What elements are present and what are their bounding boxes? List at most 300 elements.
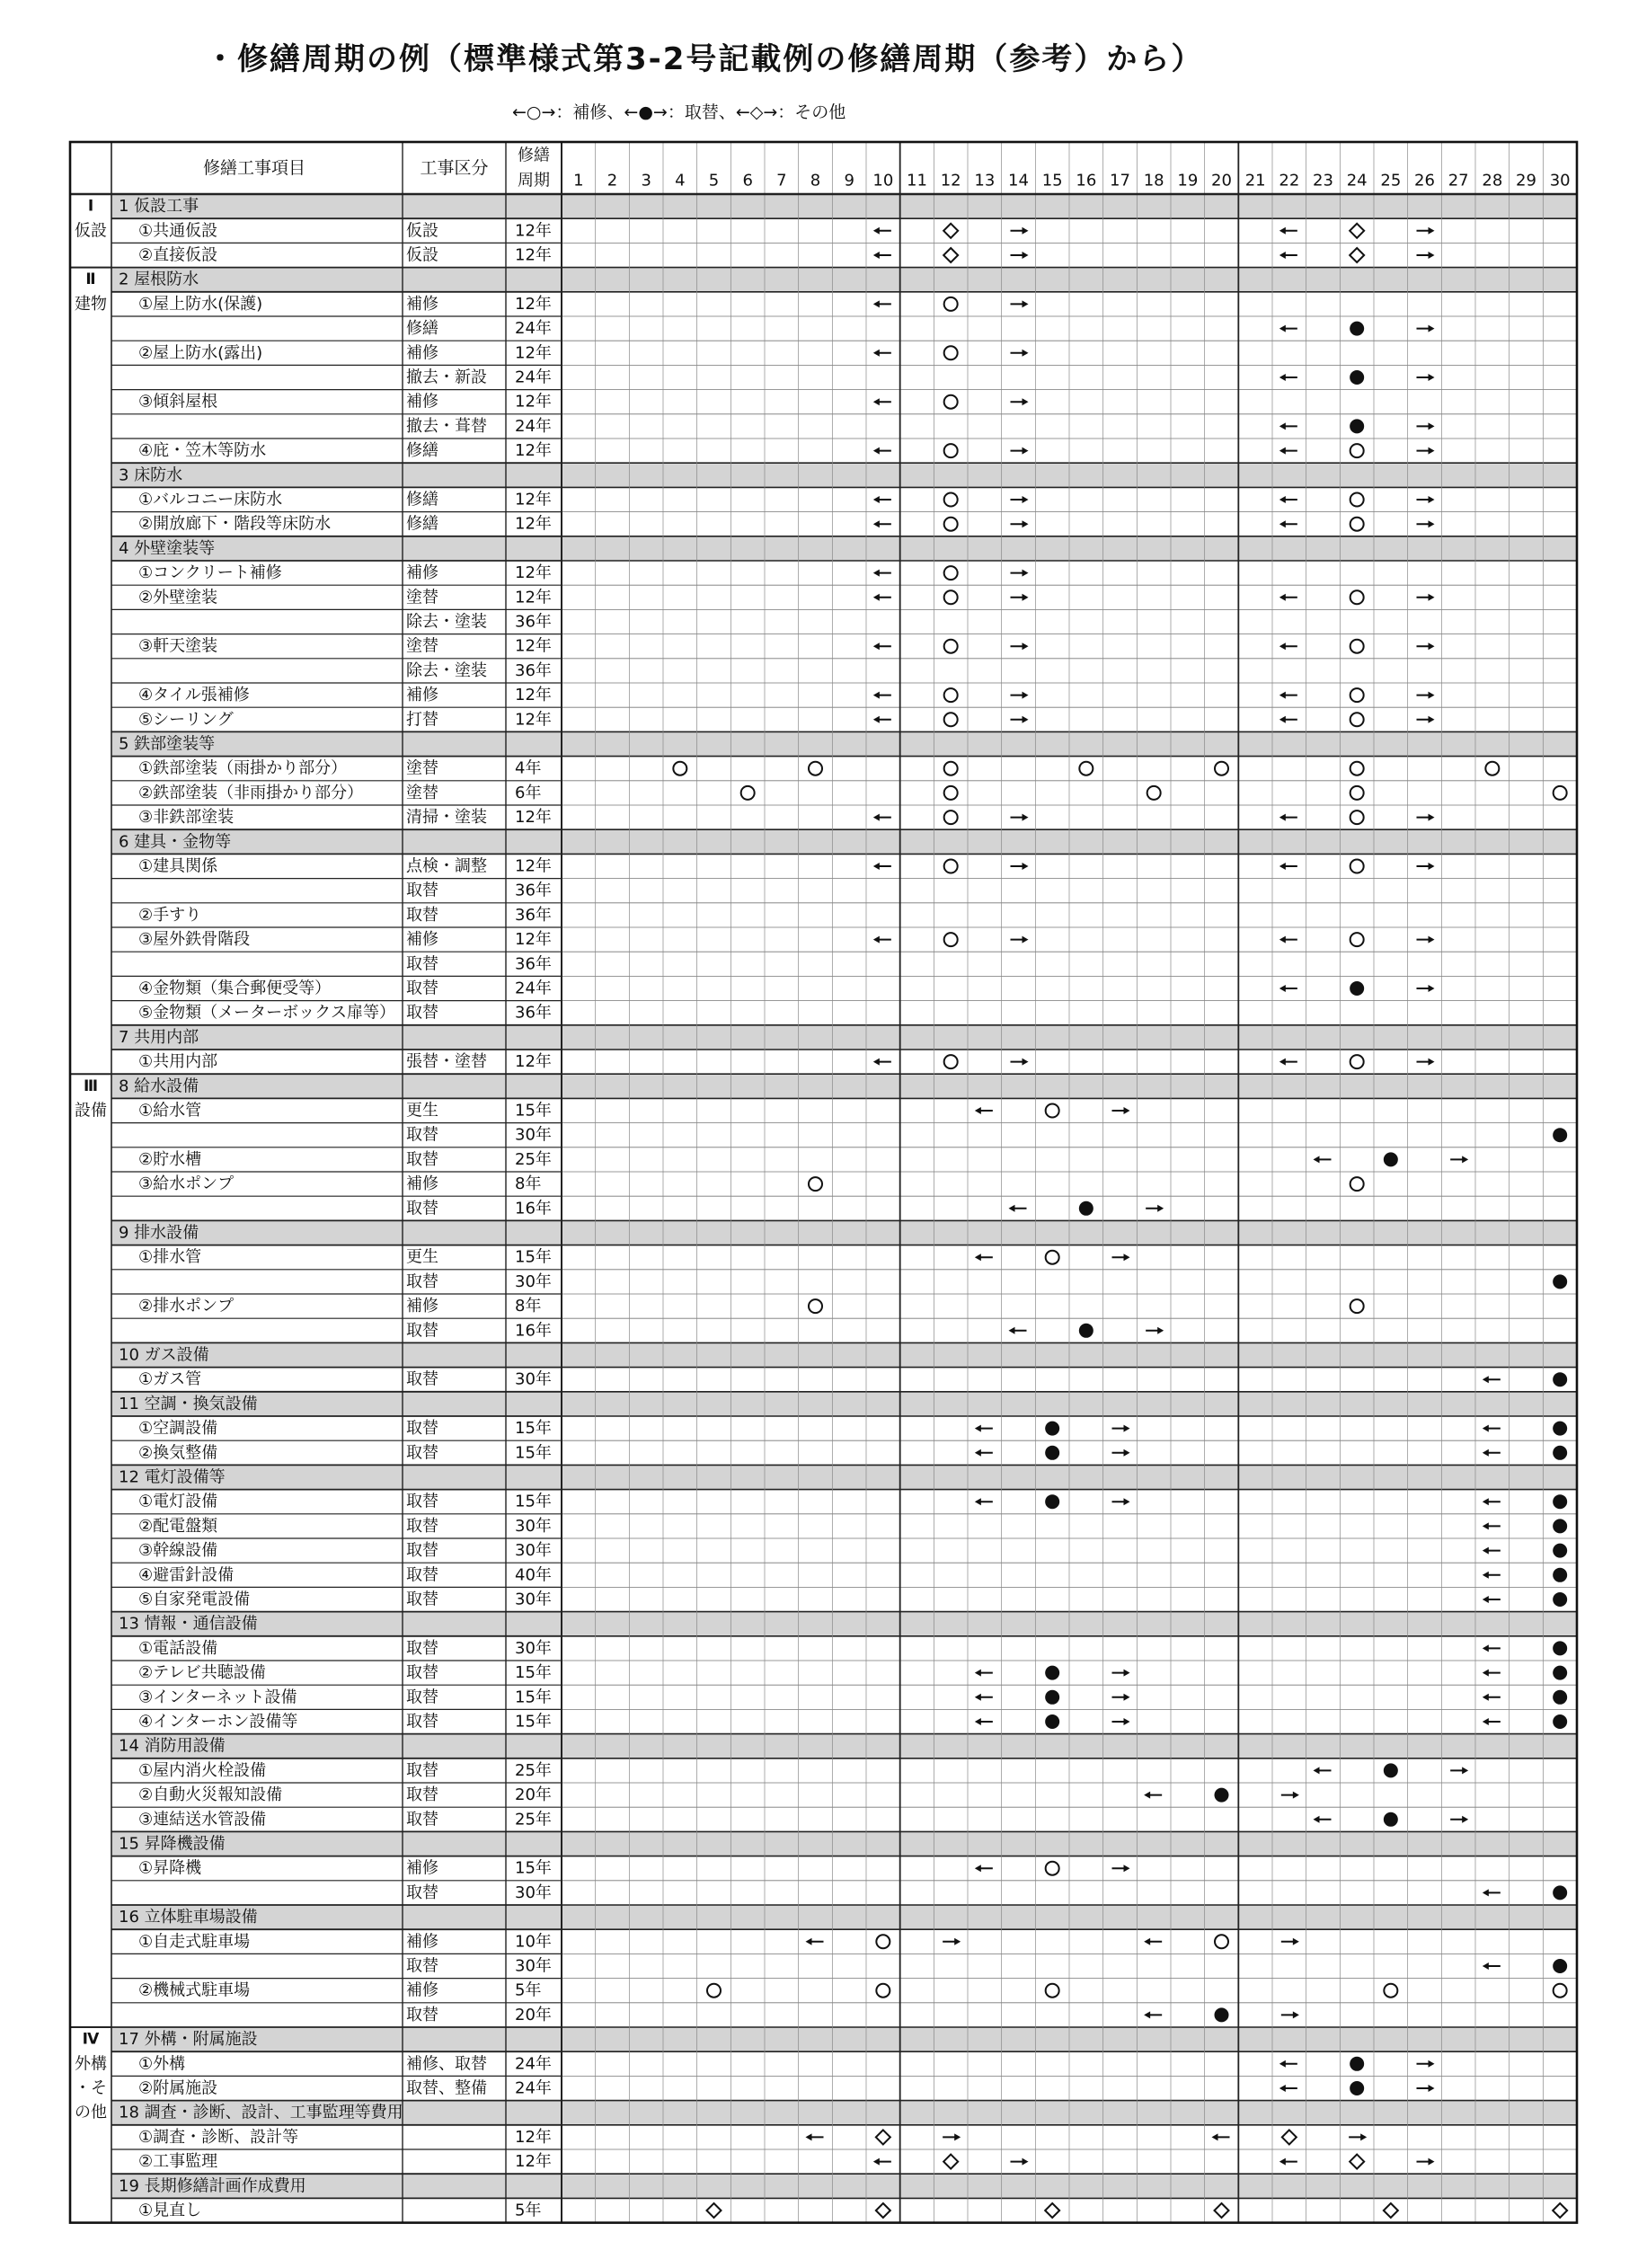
cycle-value: 8年 [515, 1297, 542, 1316]
work-type: 取替 [406, 1492, 438, 1511]
work-type: 打替 [406, 710, 438, 730]
arrow-right-icon [1293, 1938, 1299, 1945]
repair-circle-icon [1350, 811, 1364, 824]
year-header: 7 [776, 171, 787, 190]
replace-dot-icon [1045, 1422, 1059, 1436]
cycle-value: 12年 [515, 686, 552, 705]
item-label: ②外壁塗装 [138, 588, 218, 607]
other-diamond-icon [1350, 224, 1364, 238]
cycle-value: 12年 [515, 221, 552, 241]
repair-circle-icon [944, 713, 958, 726]
arrow-right-icon [1462, 1156, 1468, 1163]
arrow-left-icon [1483, 1644, 1489, 1652]
cycle-value: 24年 [515, 416, 552, 436]
work-type: 補修 [406, 392, 438, 412]
repair-circle-icon [809, 1177, 822, 1191]
other-diamond-icon [876, 2203, 890, 2218]
replace-dot-icon [1045, 1494, 1059, 1509]
section-title: 16 立体駐車場設備 [119, 1908, 258, 1927]
work-type: 修繕 [406, 514, 438, 534]
arrow-right-icon [1023, 496, 1029, 503]
item-label: ②屋上防水(露出) [138, 343, 263, 363]
section-title: 14 消防用設備 [119, 1736, 226, 1756]
arrow-right-icon [1429, 936, 1435, 944]
arrow-left-icon [1144, 2011, 1150, 2018]
section-title: 4 外壁塗装等 [119, 538, 216, 558]
item-label: ①空調設備 [138, 1419, 218, 1439]
cycle-value: 30年 [515, 1956, 552, 1976]
arrow-right-icon [1429, 985, 1435, 992]
group-name: ・そ [75, 2078, 107, 2098]
repair-circle-icon [1350, 860, 1364, 873]
arrow-left-icon [873, 642, 880, 650]
arrow-right-icon [1023, 2158, 1029, 2166]
year-header: 12 [940, 171, 961, 190]
arrow-right-icon [1124, 1254, 1130, 1261]
repair-circle-icon [1350, 713, 1364, 726]
repair-circle-icon [1485, 762, 1499, 775]
arrow-right-icon [1429, 496, 1435, 503]
work-type: 撤去・新設 [406, 368, 487, 387]
arrow-left-icon [873, 1059, 880, 1066]
year-header: 19 [1177, 171, 1199, 190]
arrow-right-icon [1429, 716, 1435, 723]
work-type: 補修 [406, 1980, 438, 2000]
section-title: 9 排水設備 [119, 1223, 199, 1243]
repair-circle-icon [1147, 786, 1161, 800]
other-diamond-icon [707, 2203, 722, 2218]
group-name: 建物 [75, 294, 107, 314]
arrow-right-icon [1429, 692, 1435, 699]
item-label: ②換気整備 [138, 1443, 218, 1463]
cycle-value: 10年 [515, 1932, 552, 1952]
cycle-value: 36年 [515, 1003, 552, 1023]
work-type: 仮設 [406, 245, 438, 265]
cycle-value: 5年 [515, 1980, 542, 2000]
repair-circle-icon [944, 493, 958, 507]
year-header: 2 [607, 171, 618, 190]
repair-circle-icon [944, 395, 958, 409]
year-header: 8 [810, 171, 821, 190]
legend: ←○→：補修、←●→：取替、←◇→：その他 [512, 102, 846, 122]
cycle-value: 36年 [515, 612, 552, 632]
arrow-right-icon [1124, 1865, 1130, 1872]
section-row-bg [111, 1392, 1577, 1416]
arrow-right-icon [1429, 252, 1435, 259]
arrow-right-icon [1462, 1767, 1468, 1774]
item-label: ②排水ポンプ [138, 1297, 235, 1316]
section-title: 7 共用内部 [119, 1027, 199, 1047]
section-title: 19 長期修繕計画作成費用 [119, 2176, 306, 2196]
repair-circle-icon [944, 1055, 958, 1068]
arrow-left-icon [975, 1670, 981, 1677]
header-item: 修繕工事項目 [202, 158, 306, 178]
arrow-left-icon [1279, 1059, 1286, 1066]
arrow-left-icon [975, 1498, 981, 1505]
work-type: 取替 [406, 954, 438, 974]
repair-circle-icon [1046, 1104, 1059, 1118]
work-type: 取替 [406, 1321, 438, 1341]
arrow-right-icon [1023, 936, 1029, 944]
arrow-left-icon [975, 1694, 981, 1701]
year-header: 29 [1516, 171, 1536, 190]
item-label: ④庇・笠木等防水 [138, 441, 267, 461]
arrow-right-icon [1429, 520, 1435, 527]
section-row-bg [111, 1342, 1577, 1367]
cycle-value: 15年 [515, 1663, 552, 1683]
cycle-value: 24年 [515, 979, 552, 998]
replace-dot-icon [1045, 1666, 1059, 1680]
arrow-left-icon [873, 252, 880, 259]
work-type: 取替 [406, 1443, 438, 1463]
repair-circle-icon [1350, 1299, 1364, 1313]
repair-circle-icon [673, 762, 686, 775]
arrow-left-icon [1279, 252, 1286, 259]
arrow-left-icon [873, 716, 880, 723]
repair-circle-icon [876, 1935, 890, 1948]
cycle-value: 30年 [515, 1271, 552, 1291]
arrow-right-icon [1293, 1792, 1299, 1799]
arrow-left-icon [1483, 1449, 1489, 1457]
arrow-left-icon [1279, 2158, 1286, 2166]
year-header: 14 [1008, 171, 1029, 190]
cycle-value: 25年 [515, 1760, 552, 1780]
repair-circle-icon [1350, 518, 1364, 531]
work-type: 清掃・塗装 [406, 808, 487, 828]
arrow-right-icon [1429, 642, 1435, 650]
work-type: 取替 [406, 1565, 438, 1585]
item-label: ①見直し [138, 2201, 202, 2220]
repair-circle-icon [1350, 933, 1364, 946]
year-header: 26 [1414, 171, 1435, 190]
cycle-value: 30年 [515, 1638, 552, 1658]
cycle-value: 12年 [515, 392, 552, 412]
cycle-value: 6年 [515, 783, 542, 802]
arrow-left-icon [873, 594, 880, 601]
arrow-right-icon [1023, 350, 1029, 357]
arrow-right-icon [1429, 594, 1435, 601]
work-type: 取替 [406, 1271, 438, 1291]
repair-circle-icon [1046, 1984, 1059, 1998]
item-label: ④タイル張補修 [138, 686, 250, 705]
arrow-left-icon [1483, 1596, 1489, 1603]
year-header: 1 [573, 171, 584, 190]
arrow-left-icon [1483, 1670, 1489, 1677]
year-header: 18 [1143, 171, 1164, 190]
year-header: 17 [1110, 171, 1130, 190]
item-label: ②手すり [138, 905, 202, 925]
repair-circle-icon [944, 811, 958, 824]
item-label: ③非鉄部塗装 [138, 808, 235, 828]
work-type: 塗替 [406, 783, 438, 802]
work-type: 取替 [406, 1760, 438, 1780]
year-header: 5 [708, 171, 720, 190]
arrow-right-icon [1023, 692, 1029, 699]
arrow-left-icon [1279, 374, 1286, 381]
work-type: 補修 [406, 1174, 438, 1194]
replace-dot-icon [1553, 1519, 1567, 1533]
section-title: 13 情報・通信設備 [119, 1614, 258, 1634]
cycle-value: 12年 [515, 514, 552, 534]
arrow-left-icon [1279, 520, 1286, 527]
work-type: 補修 [406, 294, 438, 314]
other-diamond-icon [943, 248, 958, 262]
year-header: 13 [974, 171, 996, 190]
arrow-left-icon [1009, 1327, 1015, 1334]
arrow-right-icon [1124, 1449, 1130, 1457]
arrow-left-icon [1279, 642, 1286, 650]
work-type: 取替 [406, 1638, 438, 1658]
replace-dot-icon [1553, 1544, 1567, 1558]
replace-dot-icon [1384, 1812, 1398, 1827]
year-header: 11 [907, 171, 927, 190]
arrow-left-icon [1483, 1694, 1489, 1701]
work-type: 補修 [406, 563, 438, 583]
repair-circle-icon [1554, 1984, 1567, 1998]
replace-dot-icon [1553, 1422, 1567, 1436]
other-diamond-icon [943, 224, 958, 238]
cycle-value: 15年 [515, 1443, 552, 1463]
cycle-value: 15年 [515, 1688, 552, 1707]
arrow-right-icon [1124, 1694, 1130, 1701]
work-type: 取替 [406, 979, 438, 998]
work-type: 取替 [406, 1125, 438, 1145]
arrow-left-icon [1279, 936, 1286, 944]
arrow-left-icon [1279, 447, 1286, 455]
replace-dot-icon [1215, 2007, 1229, 2022]
arrow-left-icon [1279, 692, 1286, 699]
section-row-bg [111, 1465, 1577, 1489]
other-diamond-icon [1282, 2130, 1297, 2144]
replace-dot-icon [1553, 1885, 1567, 1900]
cycle-value: 15年 [515, 1419, 552, 1439]
work-type: 除去・塗装 [406, 612, 487, 632]
arrow-left-icon [975, 1107, 981, 1114]
group-number: Ⅳ [82, 2030, 100, 2049]
work-type: 撤去・葺替 [406, 416, 487, 436]
item-label: ③軒天塗装 [138, 636, 218, 656]
replace-dot-icon [1553, 1568, 1567, 1582]
section-row-bg [111, 1831, 1577, 1856]
work-type: 修繕 [406, 441, 438, 461]
item-label: ①ガス管 [138, 1369, 202, 1389]
cycle-value: 8年 [515, 1174, 542, 1194]
work-type: 取替 [406, 1003, 438, 1023]
arrow-left-icon [873, 447, 880, 455]
arrow-left-icon [873, 300, 880, 307]
repair-circle-icon [1350, 1177, 1364, 1191]
section-row-bg [111, 1734, 1577, 1759]
arrow-right-icon [1023, 300, 1029, 307]
arrow-right-icon [1023, 863, 1029, 870]
work-type: 更生 [406, 1101, 438, 1121]
cycle-value: 36年 [515, 660, 552, 680]
section-title: 8 給水設備 [119, 1076, 199, 1096]
cycle-value: 36年 [515, 881, 552, 900]
replace-dot-icon [1350, 419, 1364, 433]
item-label: ⑤自家発電設備 [138, 1590, 251, 1609]
arrow-left-icon [1483, 1962, 1489, 1970]
repair-circle-icon [707, 1984, 721, 1998]
year-header: 15 [1041, 171, 1063, 190]
item-label: ②工事監理 [138, 2152, 218, 2172]
arrow-right-icon [1124, 1670, 1130, 1677]
arrow-left-icon [1483, 1547, 1489, 1555]
replace-dot-icon [1553, 1959, 1567, 1973]
arrow-left-icon [1279, 2085, 1286, 2092]
cycle-value: 12年 [515, 245, 552, 265]
work-type: 修繕 [406, 490, 438, 509]
work-type: 取替 [406, 1712, 438, 1732]
work-type: 更生 [406, 1247, 438, 1267]
replace-dot-icon [1350, 981, 1364, 996]
section-row-bg [111, 536, 1577, 561]
item-label: ①屋内消火栓設備 [138, 1760, 267, 1780]
item-label: ①排水管 [138, 1247, 202, 1267]
cycle-value: 16年 [515, 1321, 552, 1341]
year-header: 3 [641, 171, 651, 190]
year-header: 6 [742, 171, 753, 190]
cycle-value: 12年 [515, 343, 552, 363]
work-type: 仮設 [406, 221, 438, 241]
repair-circle-icon [1350, 444, 1364, 457]
arrow-right-icon [1462, 1816, 1468, 1823]
item-label: ①共通仮設 [138, 221, 218, 241]
replace-dot-icon [1079, 1201, 1093, 1216]
item-label: ②テレビ共聴設備 [138, 1663, 266, 1683]
work-type: 取替 [406, 1199, 438, 1218]
work-type: 取替 [406, 1663, 438, 1683]
item-label: ①電灯設備 [138, 1492, 218, 1511]
section-row-bg [111, 2174, 1577, 2198]
repair-circle-icon [944, 762, 958, 775]
arrow-right-icon [1429, 447, 1435, 455]
work-type: 取替 [406, 1419, 438, 1439]
repair-circle-icon [944, 786, 958, 800]
replace-dot-icon [1553, 1666, 1567, 1680]
other-diamond-icon [1350, 248, 1364, 262]
arrow-right-icon [1157, 1327, 1164, 1334]
replace-dot-icon [1350, 2081, 1364, 2095]
arrow-left-icon [873, 692, 880, 699]
item-label: ⑤金物類（メーターボックス扉等） [138, 1003, 395, 1023]
arrow-left-icon [1314, 1156, 1320, 1163]
arrow-left-icon [1483, 1522, 1489, 1529]
item-label: ②機械式駐車場 [138, 1980, 251, 2000]
arrow-right-icon [1124, 1718, 1130, 1725]
cycle-value: 25年 [515, 1810, 552, 1829]
cycle-value: 25年 [515, 1149, 552, 1169]
item-label: ②貯水槽 [138, 1149, 202, 1169]
cycle-value: 30年 [515, 1883, 552, 1902]
work-type: 点検・調整 [406, 856, 487, 876]
arrow-right-icon [1023, 252, 1029, 259]
work-type: 取替 [406, 1688, 438, 1707]
work-type: 張替・塗替 [406, 1052, 487, 1072]
item-label: ①共用内部 [138, 1052, 218, 1072]
replace-dot-icon [1045, 1446, 1059, 1460]
cycle-value: 24年 [515, 368, 552, 387]
arrow-left-icon [1144, 1792, 1150, 1799]
item-label: ④避雷針設備 [138, 1565, 235, 1585]
replace-dot-icon [1553, 1592, 1567, 1607]
arrow-right-icon [1293, 2011, 1299, 2018]
item-label: ③幹線設備 [138, 1541, 218, 1561]
cycle-value: 15年 [515, 1101, 552, 1121]
work-type: 補修、取替 [406, 2054, 487, 2074]
cycle-value: 12年 [515, 856, 552, 876]
item-label: ①バルコニー床防水 [138, 490, 283, 509]
year-header: 16 [1076, 171, 1097, 190]
arrow-left-icon [975, 1865, 981, 1872]
repair-circle-icon [1215, 1935, 1228, 1948]
cycle-value: 30年 [515, 1125, 552, 1145]
item-label: ②直接仮設 [138, 245, 218, 265]
group-number: Ⅱ [85, 270, 96, 289]
section-title: 11 空調・換気設備 [119, 1394, 258, 1413]
repair-circle-icon [1350, 493, 1364, 507]
header-cycle: 周期 [518, 171, 550, 190]
repair-circle-icon [944, 640, 958, 653]
other-diamond-icon [1350, 2155, 1364, 2169]
year-header: 22 [1279, 171, 1300, 190]
arrow-right-icon [1429, 1059, 1435, 1066]
cycle-value: 12年 [515, 710, 552, 730]
cycle-value: 36年 [515, 905, 552, 925]
work-type: 取替 [406, 1956, 438, 1976]
repair-circle-icon [1384, 1984, 1397, 1998]
arrow-left-icon [1279, 716, 1286, 723]
work-type: 取替 [406, 881, 438, 900]
cycle-value: 15年 [515, 1712, 552, 1732]
section-row-bg [111, 463, 1577, 487]
replace-dot-icon [1045, 1690, 1059, 1705]
arrow-right-icon [1429, 374, 1435, 381]
arrow-right-icon [1023, 1059, 1029, 1066]
arrow-left-icon [806, 2133, 812, 2140]
header-cycle: 修繕 [518, 146, 550, 165]
section-title: 2 屋根防水 [119, 270, 199, 289]
replace-dot-icon [1553, 1714, 1567, 1729]
arrow-right-icon [1124, 1498, 1130, 1505]
replace-dot-icon [1553, 1494, 1567, 1509]
cycle-value: 4年 [515, 758, 542, 778]
replace-dot-icon [1045, 1714, 1059, 1729]
item-label: ⑤シーリング [138, 710, 234, 730]
item-label: ③傾斜屋根 [138, 392, 218, 412]
work-type: 取替 [406, 2005, 438, 2024]
cycle-value: 24年 [515, 2054, 552, 2074]
section-row-bg [111, 829, 1577, 854]
arrow-left-icon [1279, 422, 1286, 430]
repair-circle-icon [1046, 1862, 1059, 1875]
arrow-right-icon [1429, 814, 1435, 821]
arrow-left-icon [1279, 2060, 1286, 2068]
year-header: 27 [1448, 171, 1469, 190]
item-label: ①コンクリート補修 [138, 563, 282, 583]
arrow-right-icon [1023, 570, 1029, 577]
item-label: ①屋上防水(保護) [138, 294, 263, 314]
section-row-bg [111, 2027, 1577, 2051]
other-diamond-icon [1384, 2203, 1398, 2218]
replace-dot-icon [1350, 370, 1364, 385]
arrow-left-icon [1279, 227, 1286, 235]
group-name: 設備 [75, 1101, 107, 1121]
arrow-left-icon [975, 1718, 981, 1725]
repair-circle-icon [1350, 762, 1364, 775]
cycle-value: 5年 [515, 2201, 542, 2220]
work-type: 補修 [406, 930, 438, 950]
